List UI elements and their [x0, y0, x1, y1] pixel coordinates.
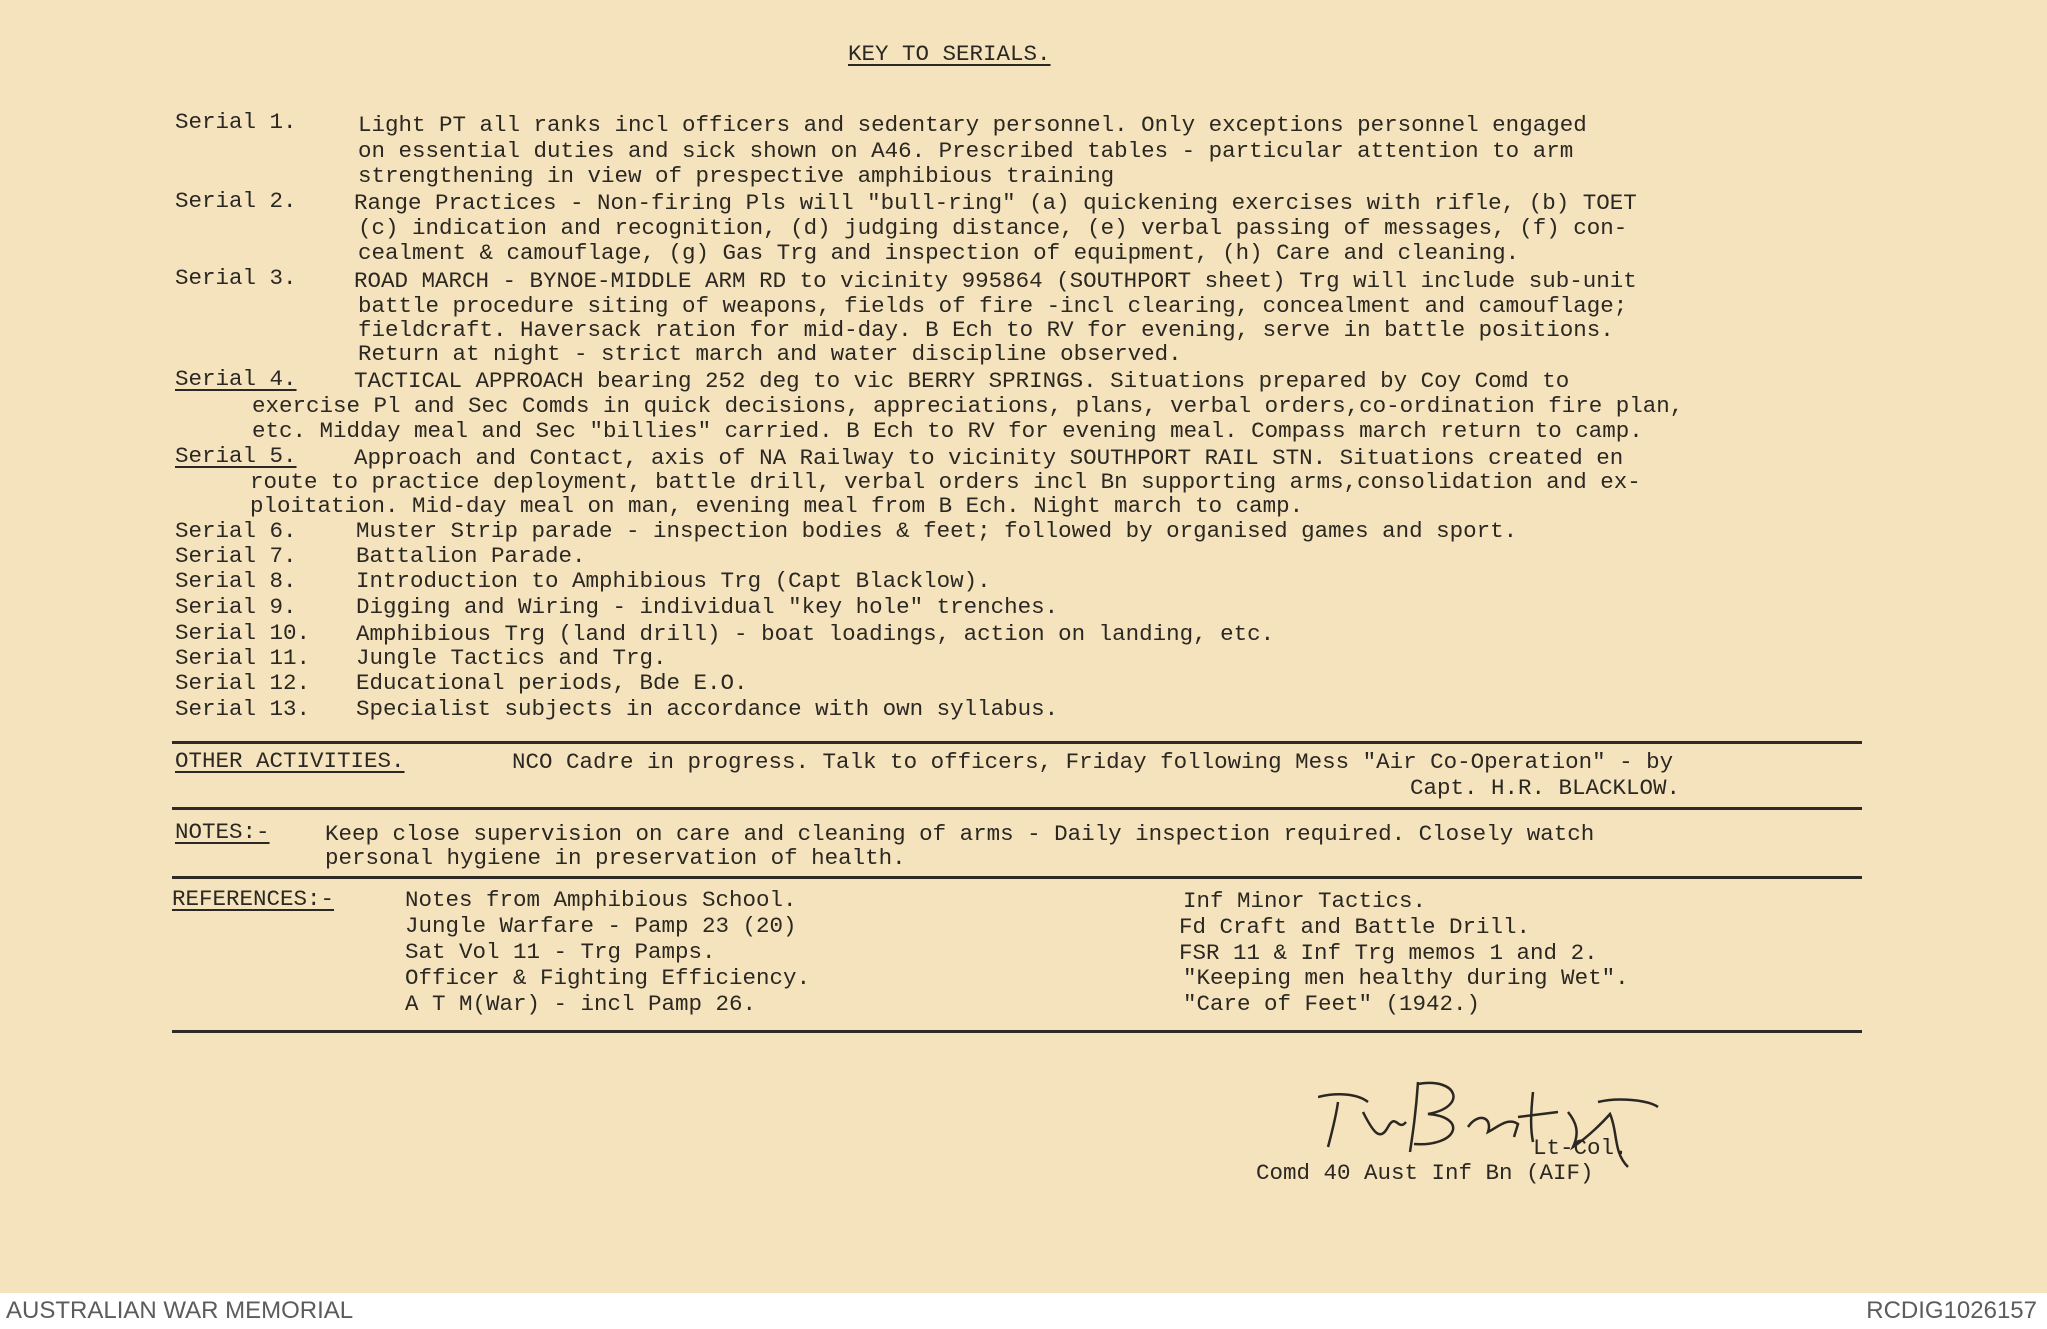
serial-text-line: Return at night - strict march and water discipline observed.: [358, 341, 1182, 367]
serial-text-line: Digging and Wiring - individual "key hole" trenches.: [356, 594, 1059, 620]
reference-item: A T M(War) - incl Pamp 26.: [405, 991, 757, 1017]
serial-text-line: exercise Pl and Sec Comds in quick decisions, appreciations, plans, verbal orders,co-ordination fire plan,: [252, 393, 1684, 419]
serial-text-line: battle procedure siting of weapons, fields of fire -incl clearing, concealment and camouflage;: [358, 293, 1628, 319]
signature-rank: Lt-Col.: [1533, 1135, 1628, 1161]
footer-catalogue-id: RCDIG1026157: [1866, 1297, 2037, 1324]
divider-rule: [172, 807, 1862, 810]
serial-text-line: Battalion Parade.: [356, 543, 586, 569]
serial-label: Serial 1.: [175, 109, 297, 135]
reference-item: FSR 11 & Inf Trg memos 1 and 2.: [1179, 940, 1598, 966]
serial-text-line: route to practice deployment, battle drill, verbal orders incl Bn supporting arms,consolidation and ex-: [250, 469, 1641, 495]
serial-label: Serial 6.: [175, 518, 297, 544]
serial-text-line: TACTICAL APPROACH bearing 252 deg to vic BERRY SPRINGS. Situations prepared by Coy Comd to: [354, 368, 1570, 394]
reference-item: Jungle Warfare - Pamp 23 (20): [405, 913, 797, 939]
serial-text-line: Amphibious Trg (land drill) - boat loadings, action on landing, etc.: [356, 621, 1275, 647]
reference-item: Fd Craft and Battle Drill.: [1179, 914, 1531, 940]
serial-text-line: Jungle Tactics and Trg.: [356, 645, 667, 671]
reference-item: Officer & Fighting Efficiency.: [405, 965, 811, 991]
document-title: KEY TO SERIALS.: [848, 41, 1051, 67]
serial-text-line: on essential duties and sick shown on A46. Prescribed tables - particular attention to arm: [358, 138, 1574, 164]
serial-label: Serial 8.: [175, 568, 297, 594]
signature-title: Comd 40 Aust Inf Bn (AIF): [1256, 1160, 1594, 1186]
serial-text-line: Muster Strip parade - inspection bodies & feet; followed by organised games and sport.: [356, 518, 1518, 544]
serial-text-line: fieldcraft. Haversack ration for mid-day. B Ech to RV for evening, serve in battle positions.: [358, 317, 1614, 343]
serial-text-line: Educational periods, Bde E.O.: [356, 670, 748, 696]
serial-label: Serial 11.: [175, 645, 311, 671]
reference-item: Sat Vol 11 - Trg Pamps.: [405, 939, 716, 965]
divider-rule: [172, 876, 1862, 879]
serial-label: Serial 12.: [175, 670, 311, 696]
reference-item: "Care of Feet" (1942.): [1183, 991, 1481, 1017]
reference-item: Inf Minor Tactics.: [1183, 888, 1427, 914]
notes-label: NOTES:-: [175, 819, 270, 845]
divider-rule: [172, 1030, 1862, 1033]
notes-line: Keep close supervision on care and cleaning of arms - Daily inspection required. Closely watch: [325, 821, 1595, 847]
serial-text-line: ploitation. Mid-day meal on man, evening meal from B Ech. Night march to camp.: [250, 493, 1304, 519]
serial-text-line: strengthening in view of prespective amphibious training: [358, 163, 1115, 189]
serial-label: Serial 13.: [175, 696, 311, 722]
footer-institution: AUSTRALIAN WAR MEMORIAL: [6, 1297, 354, 1324]
serial-text-line: Light PT all ranks incl officers and sedentary personnel. Only exceptions personnel engaged: [358, 112, 1587, 138]
reference-item: "Keeping men healthy during Wet".: [1183, 965, 1629, 991]
serial-label: Serial 10.: [175, 620, 311, 646]
archive-footer: [0, 1293, 2047, 1329]
serial-text-line: Introduction to Amphibious Trg (Capt Blacklow).: [356, 568, 991, 594]
serial-text-line: ROAD MARCH - BYNOE-MIDDLE ARM RD to vicinity 995864 (SOUTHPORT sheet) Trg will include sub-unit: [354, 268, 1637, 294]
serial-text-line: Approach and Contact, axis of NA Railway to vicinity SOUTHPORT RAIL STN. Situations created en: [354, 445, 1624, 471]
references-label: REFERENCES:-: [172, 886, 335, 912]
reference-item: Notes from Amphibious School.: [405, 887, 797, 913]
serial-text-line: etc. Midday meal and Sec "billies" carried. B Ech to RV for evening meal. Compass march return to camp.: [252, 418, 1643, 444]
serial-label: Serial 5.: [175, 443, 297, 469]
serial-label: Serial 4.: [175, 366, 297, 392]
other-activities-text: NCO Cadre in progress. Talk to officers, Friday following Mess "Air Co-Operation" - by: [512, 749, 1674, 775]
serial-text-line: cealment & camouflage, (g) Gas Trg and inspection of equipment, (h) Care and cleaning.: [358, 240, 1520, 266]
serial-text-line: Specialist subjects in accordance with own syllabus.: [356, 696, 1059, 722]
serial-text-line: Range Practices - Non-firing Pls will "bull-ring" (a) quickening exercises with rifle, (b) TOET: [354, 190, 1637, 216]
serial-label: Serial 7.: [175, 543, 297, 569]
divider-rule: [172, 741, 1862, 744]
notes-line: personal hygiene in preservation of health.: [325, 845, 906, 871]
serial-text-line: (c) indication and recognition, (d) judging distance, (e) verbal passing of messages, (f) con-: [358, 215, 1628, 241]
other-activities-label: OTHER ACTIVITIES.: [175, 748, 405, 774]
serial-label: Serial 9.: [175, 594, 297, 620]
other-activities-byline: Capt. H.R. BLACKLOW.: [1410, 775, 1681, 801]
serial-label: Serial 2.: [175, 188, 297, 214]
serial-label: Serial 3.: [175, 265, 297, 291]
